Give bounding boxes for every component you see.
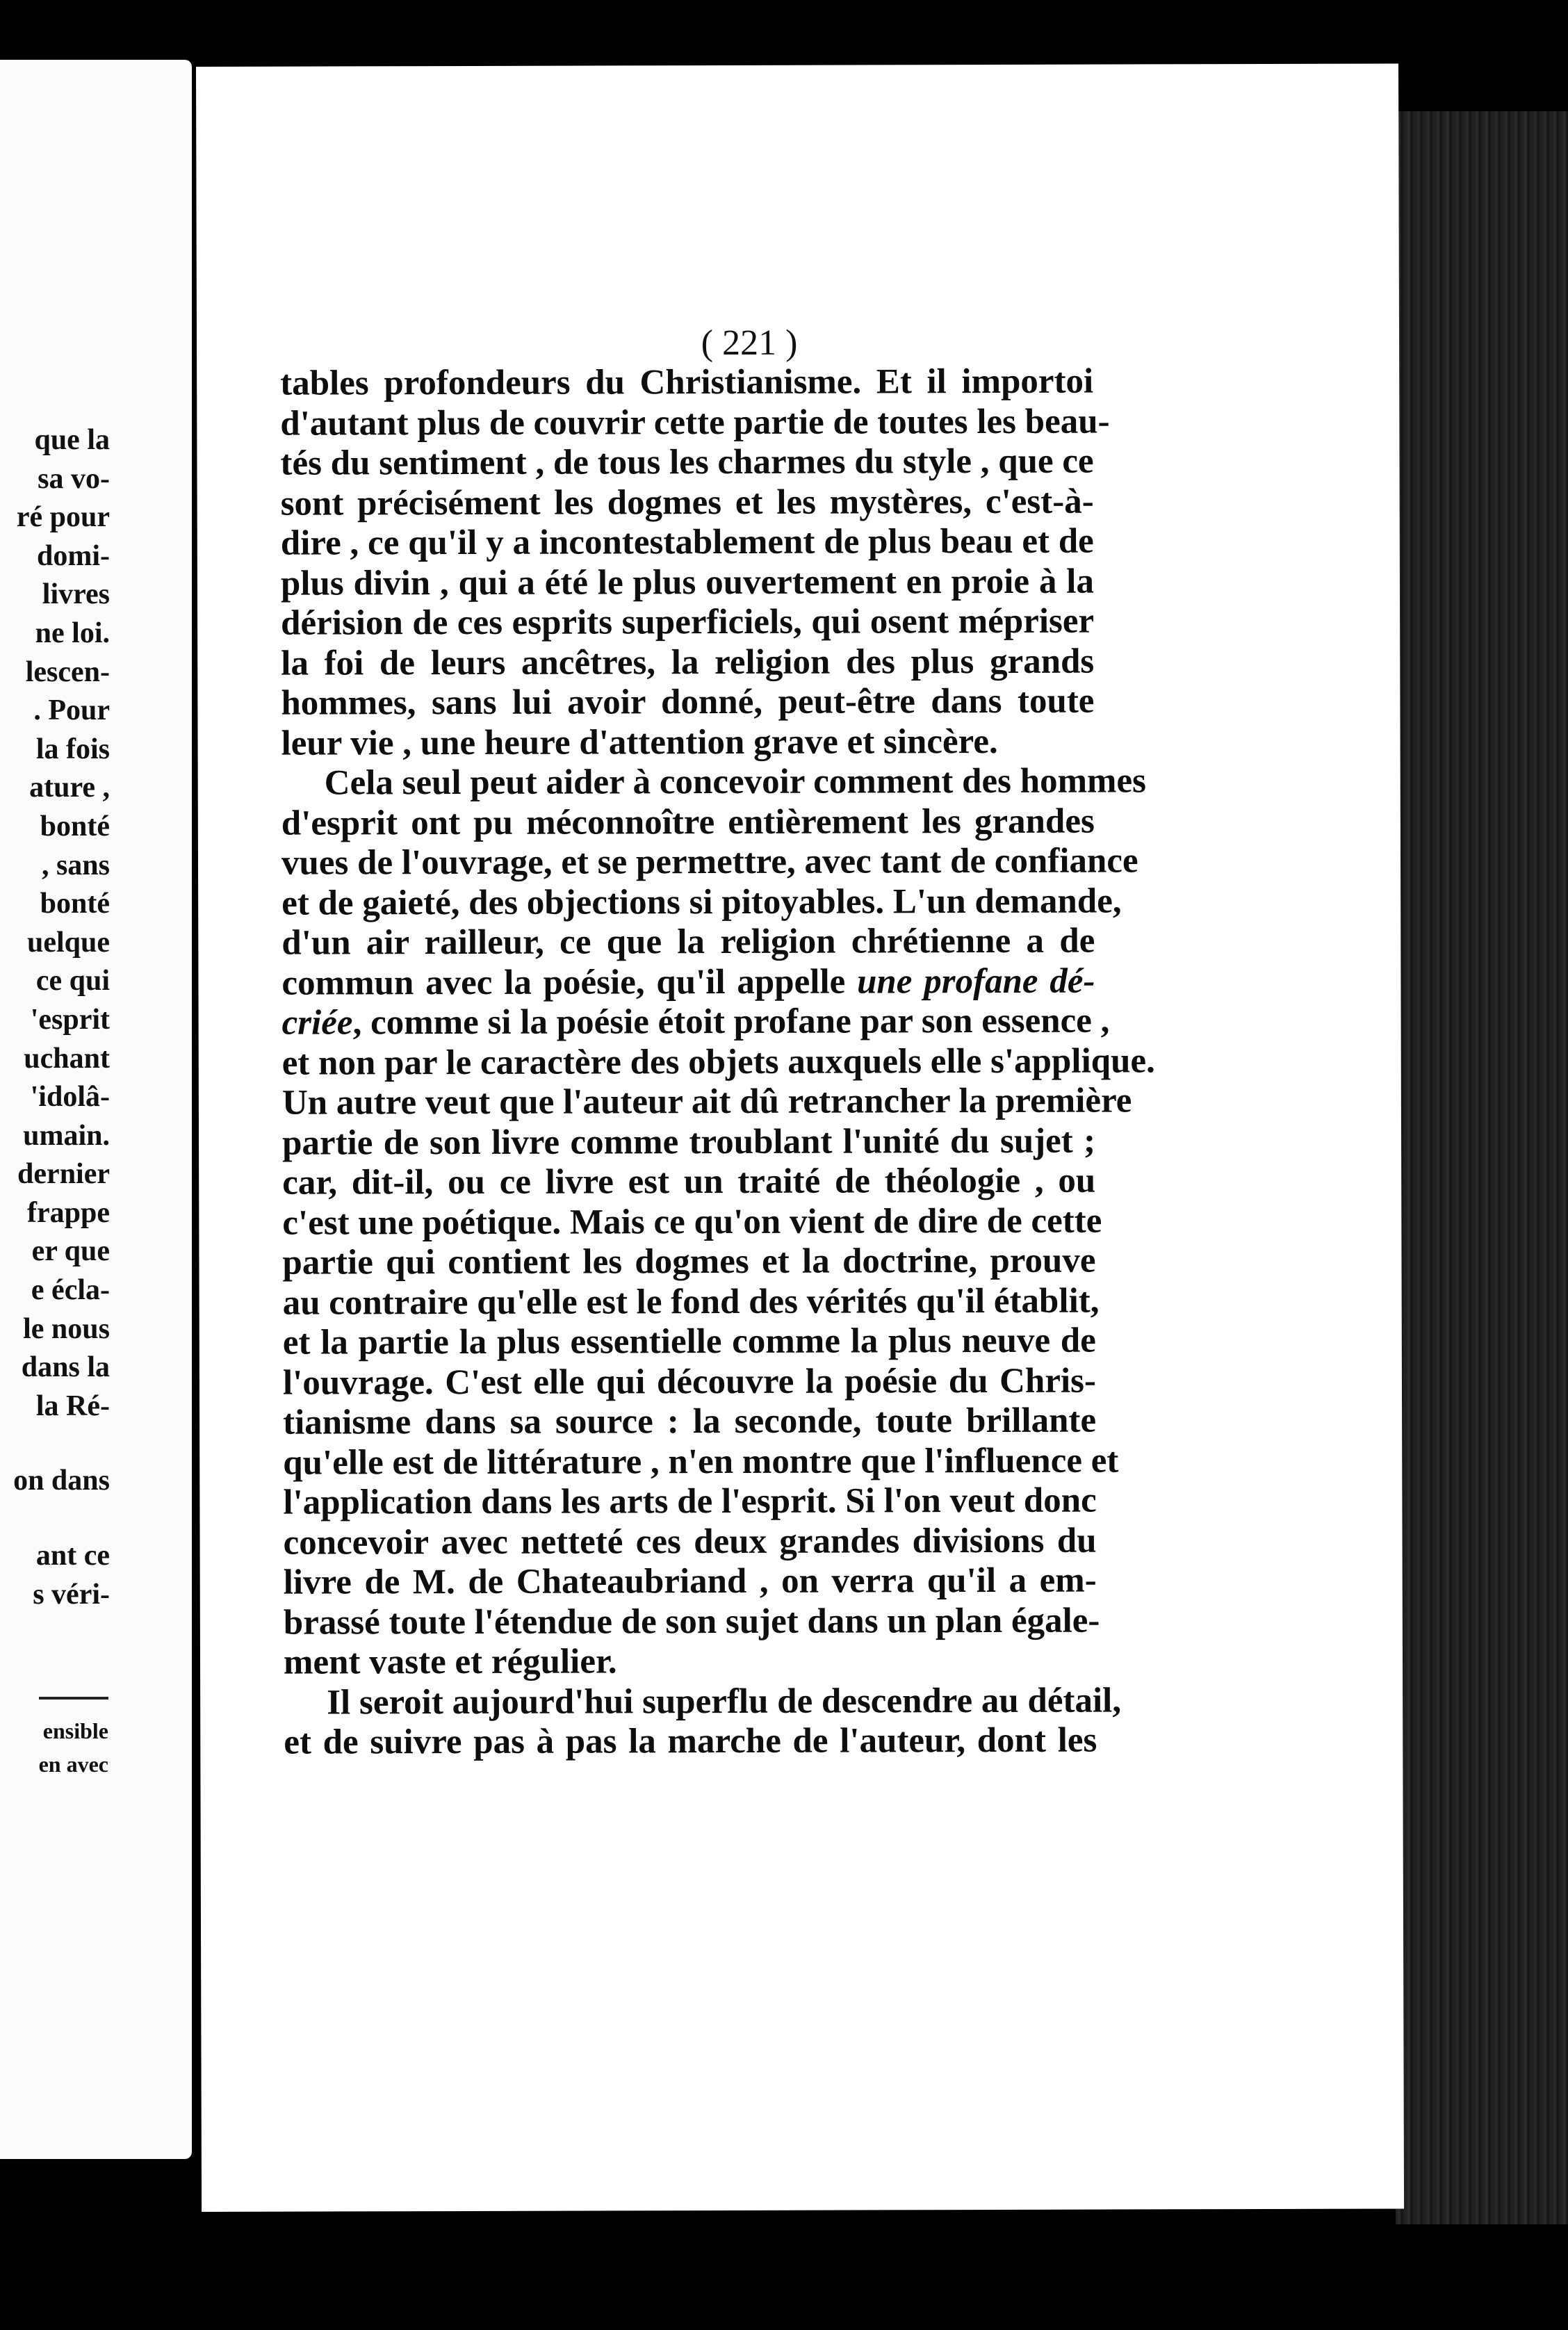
left-line: uchant	[24, 1042, 110, 1075]
left-footnotes	[0, 1714, 108, 1781]
left-gap	[0, 1426, 110, 1462]
left-note-line: ensible	[42, 1718, 108, 1743]
left-line: que la	[34, 424, 110, 456]
text-line: d'esprit ont pu méconnoître entièrement les grandes	[281, 801, 1095, 843]
left-line: er que	[31, 1235, 110, 1268]
left-gap	[0, 1501, 110, 1537]
text-line: ment vaste et régulier.	[283, 1642, 617, 1682]
text-line: brassé toute l'étendue de son sujet dans un plan égale-	[283, 1601, 1100, 1643]
text-line: vues de l'ouvrage, et se permettre, avec tant de confiance	[281, 841, 1138, 883]
text-line: tables profondeurs du Christianisme. Et il importoi	[280, 361, 1094, 403]
text-line: plus divin , qui a été le plus ouvertement en proie à la	[280, 562, 1095, 603]
text-line: d'autant plus de couvrir cette partie de toutes les beau-	[280, 402, 1110, 443]
text-line: Il seroit aujourd'hui superflu de descendre au détail,	[327, 1681, 1122, 1722]
text-line: dérision de ces esprits superficiels, qui osent mépriser	[281, 601, 1095, 643]
text-line: partie de son livre comme troublant l'unité du sujet ;	[281, 1121, 1096, 1163]
text-line-with-italic	[281, 961, 1095, 1004]
left-line: ant ce	[35, 1540, 110, 1572]
left-line: dernier	[17, 1158, 110, 1191]
text-fragment: , comme si la poésie étoit profane par son essence ,	[352, 1001, 1110, 1043]
left-line: frappe	[27, 1196, 110, 1229]
text-line: car, dit-il, ou ce livre est un traité de théologie , ou	[282, 1161, 1096, 1203]
text-line: et non par le caractère des objets auxquels elle s'applique.	[281, 1041, 1155, 1083]
text-line: dire , ce qu'il y a incontestablement de plus beau et de	[280, 521, 1094, 563]
text-line: livre de M. de Chateaubriand , on verra qu'il a em-	[283, 1561, 1097, 1602]
text-fragment: commun avec la poésie, qu'il appelle	[281, 962, 846, 1003]
left-line: bonté	[40, 810, 110, 842]
left-line: lescen-	[25, 655, 110, 688]
text-line: d'un air railleur, ce que la religion chrétienne a de	[281, 921, 1095, 963]
left-note-line: en avec	[38, 1752, 108, 1777]
text-line: tés du sentiment , de tous les charmes du style , que ce	[280, 441, 1094, 483]
left-line: uelque	[26, 926, 110, 959]
page-number: ( 221 )	[701, 323, 798, 364]
left-line: e écla-	[31, 1274, 110, 1307]
left-page-text	[0, 421, 110, 1614]
text-line: partie qui contient les dogmes et la doctrine, prouve	[282, 1241, 1096, 1282]
text-line: leur vie , une heure d'attention grave et sincère.	[281, 722, 998, 763]
left-line: ce qui	[35, 965, 110, 997]
text-line: qu'elle est de littérature , n'en montre que l'influence et	[283, 1441, 1119, 1483]
text-line: Un autre veut que l'auteur ait dû retrancher la première	[281, 1081, 1132, 1123]
page-stack-edge	[1396, 111, 1568, 2224]
left-line: livres	[42, 578, 110, 611]
text-line: concevoir avec netteté ces deux grandes divisions du	[283, 1521, 1097, 1563]
left-line: bonté	[40, 888, 110, 920]
italic-phrase: une profane dé-	[856, 961, 1095, 1002]
text-line: la foi de leurs ancêtres, la religion des plus grands	[281, 642, 1095, 683]
left-line: ne loi.	[35, 617, 110, 649]
body-text	[280, 361, 1155, 1763]
text-line: Cela seul peut aider à concevoir comment des hommes	[324, 761, 1147, 803]
left-line: . Pour	[33, 694, 110, 727]
left-line: domi-	[37, 539, 110, 572]
text-line: c'est une poétique. Mais ce qu'on vient de dire de cette	[282, 1201, 1102, 1243]
left-line: , sans	[41, 849, 110, 881]
left-line: dans la	[21, 1351, 110, 1384]
left-line: ature ,	[29, 772, 110, 804]
text-line: l'ouvrage. C'est elle qui découvre la poésie du Chris-	[282, 1361, 1097, 1403]
left-line: s véri-	[33, 1578, 110, 1611]
text-line: au contraire qu'elle est le fond des vérités qu'il établit,	[282, 1281, 1100, 1323]
left-page-fragment	[0, 60, 192, 2159]
text-line: et la partie la plus essentielle comme la plus neuve de	[282, 1321, 1096, 1362]
text-line: l'application dans les arts de l'esprit. Si l'on veut donc	[283, 1481, 1097, 1522]
left-line: la Ré-	[35, 1390, 110, 1422]
left-line: sa vo-	[38, 462, 110, 495]
text-line: sont précisément les dogmes et les mystères, c'est-à-	[280, 482, 1094, 523]
text-line: hommes, sans lui avoir donné, peut-être dans toute	[281, 681, 1095, 723]
left-line: ré pour	[16, 501, 110, 534]
footnote-rule	[39, 1697, 108, 1700]
left-line: la fois	[35, 733, 110, 765]
text-line: et de suivre pas à pas la marche de l'auteur, dont les	[284, 1720, 1097, 1762]
text-line: tianisme dans sa source : la seconde, toute brillante	[283, 1401, 1097, 1442]
italic-phrase: criée	[281, 1003, 353, 1043]
text-line-with-italic	[281, 1001, 1110, 1044]
left-line: le nous	[23, 1312, 110, 1345]
book-page	[196, 63, 1404, 2212]
text-line: et de gaieté, des objections si pitoyables. L'un demande,	[281, 881, 1122, 923]
left-line: 'idolâ-	[30, 1081, 110, 1114]
left-line: 'esprit	[30, 1003, 110, 1036]
left-line: on dans	[13, 1465, 110, 1497]
left-line: umain.	[23, 1119, 110, 1152]
